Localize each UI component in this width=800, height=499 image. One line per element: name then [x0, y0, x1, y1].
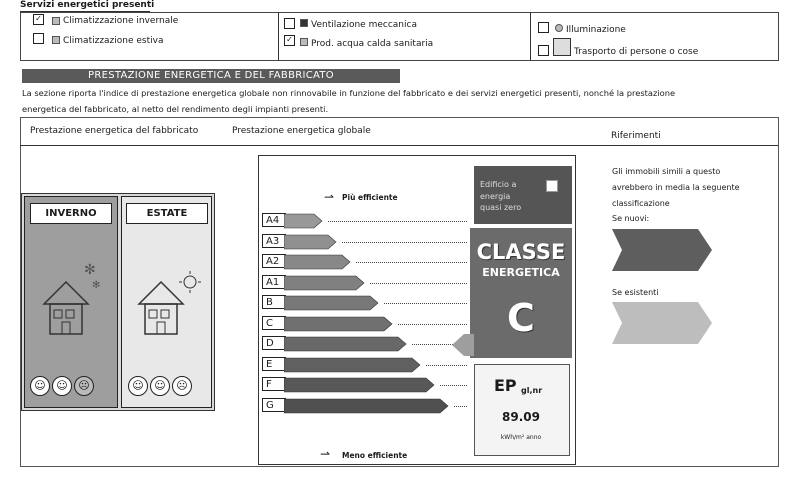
ep-value: 89.09: [502, 410, 540, 424]
service-label-1: Climatizzazione invernale: [63, 16, 179, 26]
ventilation-icon: [300, 19, 308, 27]
col-header-building: Prestazione energetica del fabbricato: [30, 126, 199, 136]
scale-top-label: Più efficiente: [342, 193, 398, 202]
energy-class-label-d: D: [262, 336, 286, 350]
energy-class-arrow-f: [284, 377, 436, 393]
heating-icon: [52, 17, 60, 25]
energy-class-arrow-e: [284, 357, 422, 373]
summer-face-happy-icon: ☺: [128, 376, 148, 396]
elevator-icon: [553, 38, 571, 56]
classe-title-2: ENERGETICA: [482, 266, 560, 279]
ep-label: EP: [494, 376, 517, 395]
summer-label: ESTATE: [126, 203, 208, 224]
energy-class-row-e: [262, 357, 472, 373]
references-text-2: avrebbero in media la seguente: [612, 183, 740, 192]
energy-class-leader: [426, 365, 467, 366]
energy-class-row-g: [262, 398, 472, 414]
summer-face-neutral-icon: ☺: [150, 376, 170, 396]
reference-existing-class-arrow: [612, 302, 712, 344]
energy-class-arrow-a1: [284, 275, 366, 291]
checkbox-ventilazione-meccanica[interactable]: [284, 18, 295, 29]
col-header-references: Riferimenti: [611, 131, 661, 141]
energy-class-leader: [440, 385, 467, 386]
ep-unit: kWh/m² anno: [500, 434, 542, 441]
nzeb-label-3: quasi zero: [480, 203, 522, 212]
energy-class-label-a1: A1: [262, 275, 286, 289]
section-banner: PRESTAZIONE ENERGETICA E DEL FABBRICATO: [22, 69, 400, 83]
energy-class-row-d: [262, 336, 472, 352]
energy-class-arrow-g: [284, 398, 450, 414]
energy-class-row-b: [262, 295, 472, 311]
current-class-pointer-icon: [452, 334, 474, 356]
service-label-3: Ventilazione meccanica: [311, 20, 417, 30]
col-header-global: Prestazione energetica globale: [232, 126, 371, 136]
energy-class-label-e: E: [262, 357, 286, 371]
nzeb-label-1: Edificio a: [480, 180, 517, 189]
section-description-1: La sezione riporta l'indice di prestazione energetica globale non rinnovabile in funzione del fabbricato e dei servizi energetici presenti, nonché la prestazione: [22, 88, 676, 98]
energy-class-row-a3: [262, 234, 472, 250]
energy-class-leader: [328, 221, 467, 222]
summer-house-icon: [135, 260, 210, 340]
inefficient-arrow-icon: ⇀: [320, 447, 331, 461]
energy-class-leader: [398, 324, 467, 325]
energy-class-row-c: [262, 316, 472, 332]
energy-class-arrow-d: [284, 336, 408, 352]
checkbox-illuminazione[interactable]: [538, 22, 549, 33]
summer-face-sad-icon: ☹: [172, 376, 192, 396]
service-label-5: Illuminazione: [566, 25, 626, 35]
references-existing-label: Se esistenti: [612, 288, 659, 297]
svg-text:✻: ✻: [92, 280, 101, 291]
scale-bottom-label: Meno efficiente: [342, 451, 408, 460]
winter-house-icon: [40, 260, 110, 340]
energy-class-leader: [356, 262, 467, 263]
energy-class-arrow-a4: [284, 213, 324, 229]
checkbox-trasporto[interactable]: [538, 45, 549, 56]
section-description-2: energetica del fabbricato, al netto del rendimento degli impianti presenti.: [22, 104, 329, 114]
energy-class-row-a4: [262, 213, 472, 229]
service-label-4: Prod. acqua calda sanitaria: [311, 39, 434, 49]
energy-class-arrow-b: [284, 295, 380, 311]
winter-label: INVERNO: [30, 203, 112, 224]
winter-face-sad-icon: ☹: [74, 376, 94, 396]
energy-class-leader: [384, 303, 467, 304]
reference-new-class-arrow: [612, 229, 712, 271]
service-label-2: Climatizzazione estiva: [63, 36, 164, 46]
classe-title-1: CLASSE: [476, 240, 566, 264]
current-class-letter: C: [507, 296, 535, 340]
energy-class-label-c: C: [262, 316, 286, 330]
energy-class-arrow-a3: [284, 234, 338, 250]
energy-class-row-f: [262, 377, 472, 393]
energy-class-label-a4: A4: [262, 213, 286, 227]
energy-class-label-g: G: [262, 398, 286, 412]
energy-class-row-a1: [262, 275, 472, 291]
nzeb-checkbox[interactable]: [546, 180, 558, 192]
energy-class-label-f: F: [262, 377, 286, 391]
efficient-arrow-icon: ⇀: [324, 190, 335, 204]
energy-class-arrow-c: [284, 316, 394, 332]
checkbox-acqua-calda-sanitaria[interactable]: ✓: [284, 35, 295, 46]
checkbox-climatizzazione-invernale[interactable]: ✓: [33, 14, 44, 25]
references-text-1: Gli immobili simili a questo: [612, 167, 721, 176]
light-bulb-icon: [555, 24, 563, 32]
nzeb-label-2: energia: [480, 192, 511, 201]
hot-water-icon: [300, 38, 308, 46]
energy-class-bars: [262, 213, 472, 443]
svg-text:✻: ✻: [84, 262, 96, 278]
energy-class-row-a2: [262, 254, 472, 270]
services-title: Servizi energetici presenti: [20, 0, 155, 10]
energy-class-label-a2: A2: [262, 254, 286, 268]
checkbox-climatizzazione-estiva[interactable]: [33, 33, 44, 44]
references-text-3: classificazione: [612, 199, 670, 208]
winter-face-neutral-icon: ☺: [52, 376, 72, 396]
service-label-6: Trasporto di persone o cose: [574, 47, 699, 57]
energy-class-leader: [454, 406, 467, 407]
cooling-icon: [52, 36, 60, 44]
energy-class-leader: [370, 283, 467, 284]
ep-subscript: gl,nr: [521, 386, 543, 395]
energy-class-label-a3: A3: [262, 234, 286, 248]
energy-class-label-b: B: [262, 295, 286, 309]
references-new-label: Se nuovi:: [612, 214, 650, 223]
energy-class-arrow-a2: [284, 254, 352, 270]
winter-face-happy-icon: ☺: [30, 376, 50, 396]
energy-class-leader: [342, 242, 467, 243]
